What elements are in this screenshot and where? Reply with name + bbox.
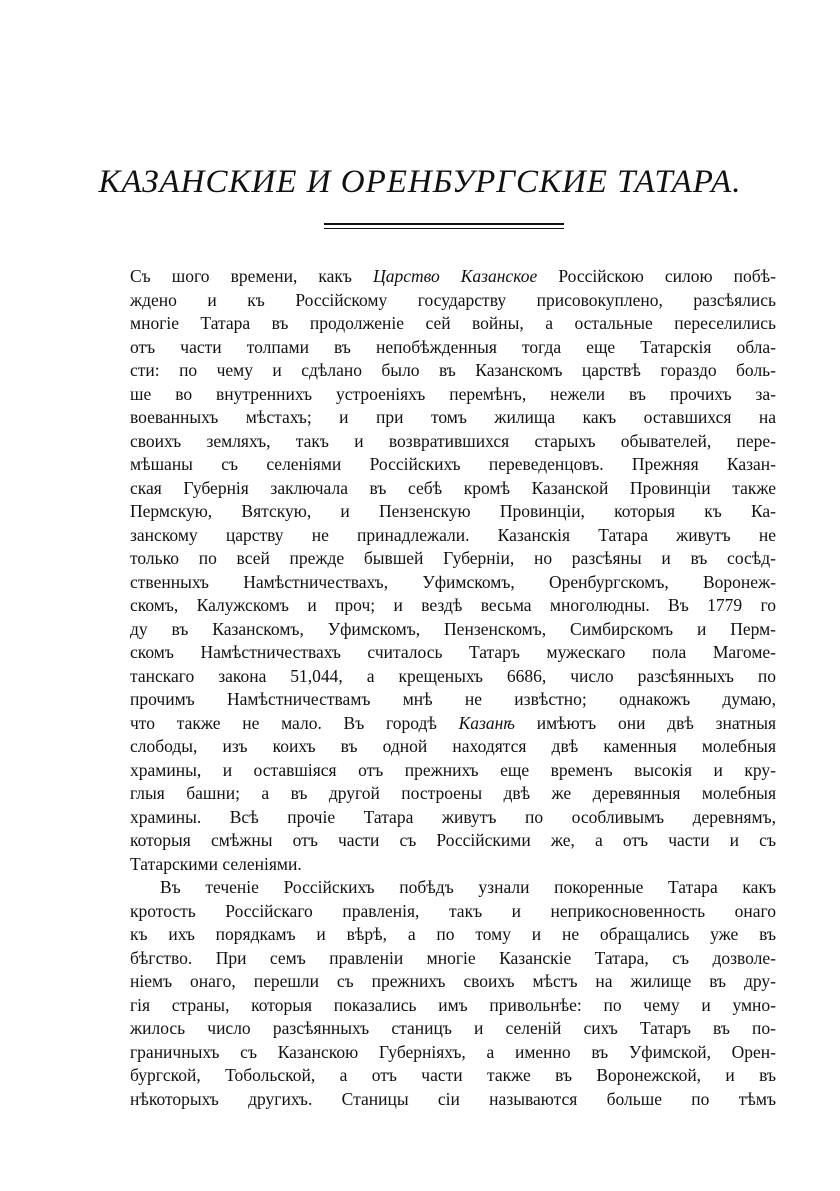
text-line: танскаго закона 51,044, а крещеныхъ 6686, число разсѣянныхъ по (130, 665, 776, 686)
title-divider (324, 223, 564, 225)
text-line: многіе Татара въ продолженіе сей войны, а остальные переселились (130, 313, 776, 333)
text-line: скомъ Намѣстничествахъ считалось Татаръ мужескаго пола Магоме- (130, 642, 776, 662)
text-line: скомъ, Калужскомъ и проч; и вездѣ весьма многолюдны. Въ 1779 го (130, 595, 776, 615)
italic-text: Казанѣ (458, 712, 515, 733)
text-line: которыя смѣжны отъ части съ Россійскими же, а отъ части и съ (130, 830, 776, 850)
text-line: граничныхъ съ Казанскою Губерніяхъ, а именно въ Уфимской, Орен- (130, 1041, 776, 1062)
text-line: прочимъ Намѣстничествамъ мнѣ не извѣстно; однакожъ думаю, (130, 689, 776, 709)
body-text (130, 265, 776, 1111)
text-run: имѣютъ они двѣ знатныя (514, 712, 776, 733)
text-line: сти: по чему и сдѣлано было въ Казанскомъ царствѣ гораздо боль- (130, 360, 776, 380)
text-line: слободы, изъ коихъ въ одной находятся двѣ каменныя молебныя (130, 736, 776, 756)
text-run: что также не мало. Въ городѣ (130, 712, 459, 733)
paragraph-1 (130, 265, 776, 876)
text-line: храмины. Всѣ прочіе Татара живутъ по особливымъ деревнямъ, (130, 806, 776, 827)
text-line: бѣгство. При семъ правленіи многіе Казанскіе Татара, съ дозволе- (130, 947, 776, 968)
text-line: отъ части толпами въ непобѣжденныя тогда еще Татарскія обла- (130, 336, 776, 357)
text-line: ду въ Казанскомъ, Уфимскомъ, Пензенскомъ, Симбирскомъ и Перм- (130, 618, 776, 639)
text-line: только по всей прежде бывшей Губерніи, но разсѣяны и въ сосѣд- (130, 548, 776, 568)
text-line: ніемъ онаго, перешли съ прежнихъ своихъ мѣстъ на жилище въ дру- (130, 971, 776, 991)
paragraph-2 (130, 876, 776, 1111)
text-line: къ ихъ порядкамъ и вѣрѣ, а по тому и не обращались уже въ (130, 924, 776, 944)
text-line: гія страны, которыя показались имъ привольнѣе: по чему и умно- (130, 994, 776, 1015)
text-line: храмины, и оставшіяся отъ прежнихъ еще временъ высокія и кру- (130, 759, 776, 780)
title-divider-thin (324, 228, 564, 229)
text-line: кротость Россійскаго правленія, такъ и неприкосновенность онаго (130, 900, 776, 921)
text-line (130, 265, 776, 289)
page-title: КАЗАНСКИЕ И ОРЕНБУРГСКИЕ ТАТАРА. (98, 164, 742, 200)
text-line: бургской, Тобольской, а отъ части также въ Воронежской, и въ (130, 1065, 776, 1085)
text-line: мѣшаны съ селеніями Россійскихъ переведенцовъ. Прежняя Казан- (130, 454, 776, 474)
text-line: нѣкоторыхъ другихъ. Станицы сіи называются больше по тѣмъ (130, 1088, 776, 1109)
italic-text: Царство Казанское (373, 266, 538, 286)
text-line: Въ теченіе Россійскихъ побѣдъ узнали покоренные Татара какъ (160, 877, 776, 897)
text-line: ственныхъ Намѣстничествахъ, Уфимскомъ, Оренбургскомъ, Воронеж- (130, 571, 776, 592)
text-line: Татарскими селеніями. (130, 853, 302, 874)
text-line: глыя башни; а въ другой построены двѣ же деревянныя молебныя (130, 783, 776, 803)
text-line: занскому царству не принадлежали. Казанскія Татара живутъ не (130, 524, 776, 545)
text-run: Съ шого времени, какъ (130, 266, 374, 286)
text-line: ждено и къ Россійскому государству присовокуплено, разсѣялись (130, 289, 776, 310)
text-line (130, 712, 776, 736)
text-line: своихъ земляхъ, такъ и возвратившихся старыхъ обывателей, пере- (130, 430, 776, 451)
text-line: жилось число разсѣянныхъ станицъ и селеній сихъ Татаръ въ по- (130, 1018, 776, 1038)
text-line: воеванныхъ мѣстахъ; и при томъ жилища какъ оставшихся на (130, 407, 776, 427)
text-line: Пермскую, Вятскую, и Пензенскую Провинціи, которыя къ Ка- (130, 501, 776, 521)
text-run: Россійскою силою побѣ- (537, 266, 776, 286)
text-line: ская Губернія заключала въ себѣ кромѣ Казанской Провинціи также (130, 477, 776, 498)
text-line: ше во внутреннихъ устроеніяхъ перемѣнъ, нежели въ прочихъ за- (130, 383, 776, 404)
